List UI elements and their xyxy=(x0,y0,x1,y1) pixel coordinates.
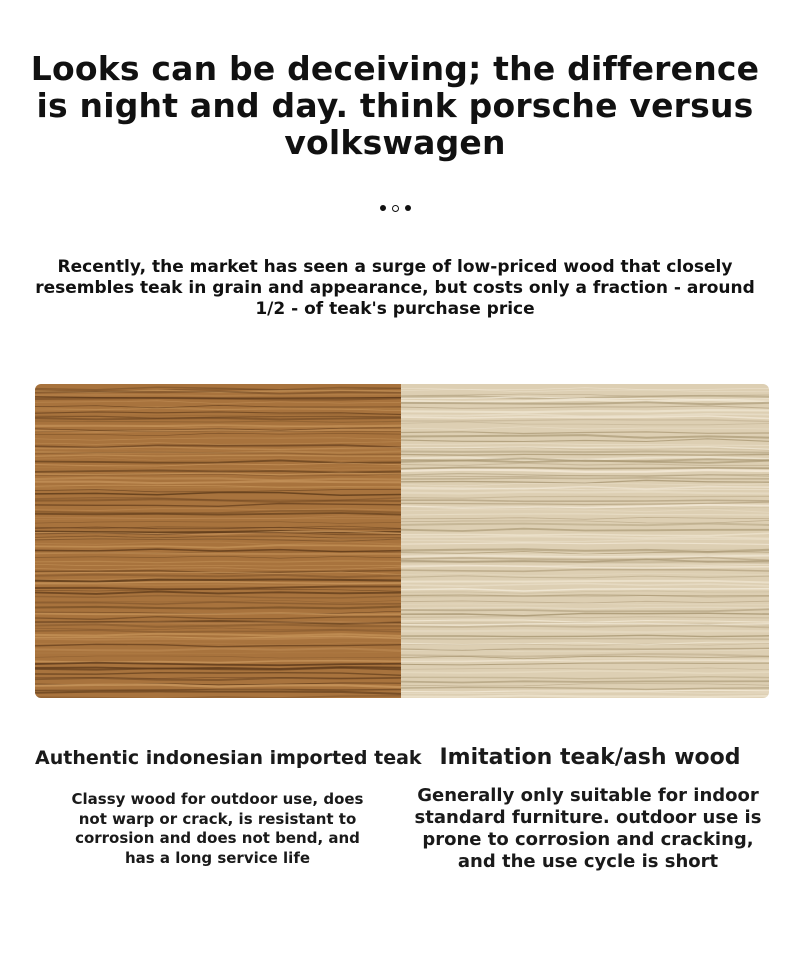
carousel-pager[interactable] xyxy=(0,203,790,213)
pager-dot[interactable] xyxy=(405,205,411,211)
teak-label: Authentic indonesian imported teak xyxy=(35,747,422,769)
ash-wood-sample-image xyxy=(401,384,769,698)
ash-description: Generally only suitable for indoor standard furniture. outdoor use is prone to corrosion and cracking, and the use cycle is short xyxy=(414,785,762,872)
pager-dot-active[interactable] xyxy=(392,205,399,212)
page-title: Looks can be deceiving; the difference is night and day. think porsche versus volkswagen xyxy=(30,49,760,162)
teak-description: Classy wood for outdoor use, does not warp or crack, is resistant to corrosion and does not bend, and has a long service life xyxy=(71,790,364,867)
teak-wood-sample-image xyxy=(35,384,402,698)
intro-text: Recently, the market has seen a surge of low-priced wood that closely resembles teak in grain and appearance, but costs only a fraction - around 1/2 - of teak's purchase price xyxy=(35,257,755,319)
pager-dot[interactable] xyxy=(380,205,386,211)
ash-label: Imitation teak/ash wood xyxy=(439,745,741,770)
